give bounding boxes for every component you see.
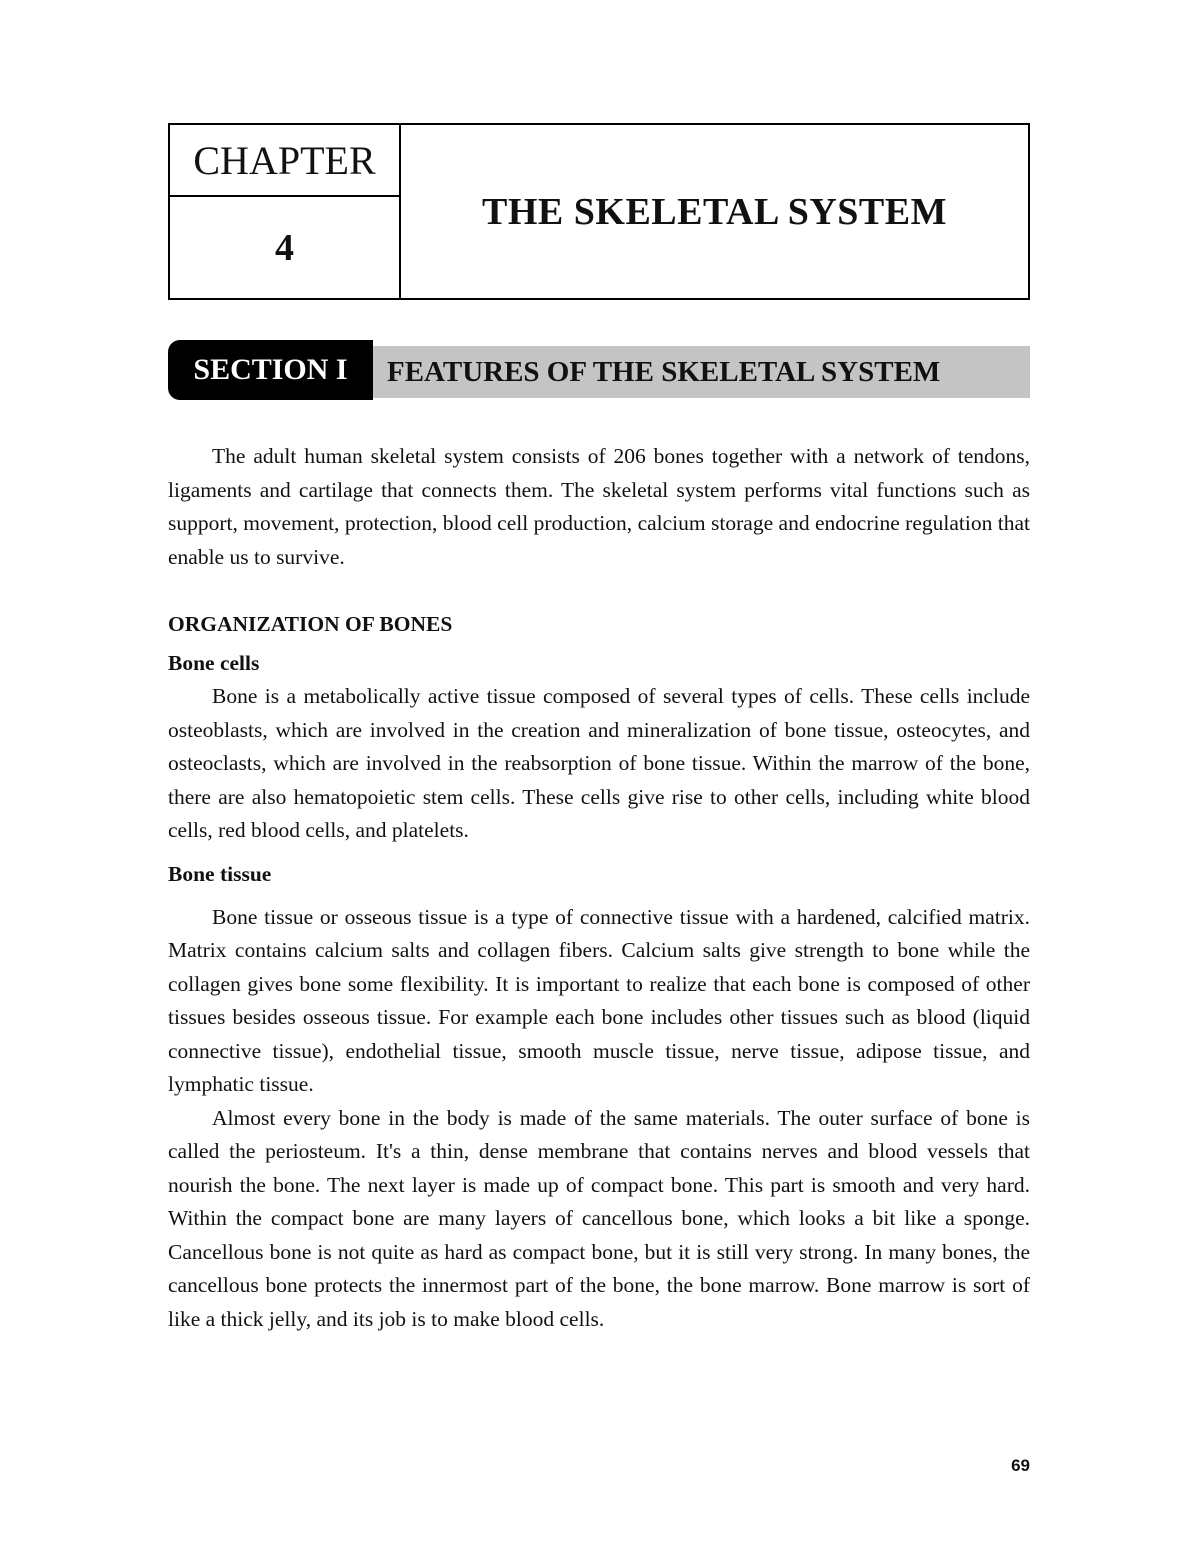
bone-cells-paragraph: Bone is a metabolically active tissue composed of several types of cells. These cells include osteoblasts, which are involved in the creation and mineralization of bone tissue, osteocytes, and osteoclasts, which are involved in the reabsorption of bone tissue. Within the marrow of the bone, there are also hematopoietic stem cells. These cells give rise to other cells, including white blood cells, red blood cells, and platelets. <box>168 684 1030 842</box>
organization-heading: ORGANIZATION OF BONES <box>168 612 453 636</box>
bone-tissue-paragraph-2: Almost every bone in the body is made of the same materials. The outer surface of bone is called the periosteum. It's a thin, dense membrane that contains nerves and blood vessels that nourish the bone. The next layer is made up of compact bone. This part is smooth and very hard. Within the compact bone are many layers of cancellous bone, which looks a bit like a sponge. Cancellous bone is not quite as hard as compact bone, but it is still very strong. In many bones, the cancellous bone protects the innermost part of the bone, the bone marrow. Bone marrow is sort of like a thick jelly, and its job is to make blood cells. <box>168 1105 1030 1331</box>
section-header <box>168 340 1030 400</box>
chapter-number: 4 <box>275 226 294 269</box>
body-text <box>168 440 1030 1336</box>
chapter-label-column <box>170 125 401 298</box>
section-title: FEATURES OF THE SKELETAL SYSTEM <box>373 346 1030 398</box>
bone-tissue-heading: Bone tissue <box>168 861 272 886</box>
section-label: SECTION I <box>168 340 373 400</box>
page-number: 69 <box>1011 1456 1030 1475</box>
chapter-header <box>168 123 1030 300</box>
chapter-title: THE SKELETAL SYSTEM <box>482 190 947 233</box>
chapter-label: CHAPTER <box>170 125 399 197</box>
intro-paragraph: The adult human skeletal system consists of 206 bones together with a network of tendons, ligaments and cartilage that connects them. The skeletal system performs vital functions such as support, movement, protection, blood cell production, calcium storage and endocrine regulation that enable us to survive. <box>168 444 1030 569</box>
bone-tissue-paragraph-1: Bone tissue or osseous tissue is a type of connective tissue with a hardened, calcified matrix. Matrix contains calcium salts and collagen fibers. Calcium salts give strength to bone while the collagen gives bone some flexibility. It is important to realize that each bone is composed of other tissues besides osseous tissue. For example each bone includes other tissues such as blood (liquid connective tissue), endothelial tissue, smooth muscle tissue, nerve tissue, adipose tissue, and lymphatic tissue. <box>168 904 1030 1096</box>
bone-cells-heading: Bone cells <box>168 651 260 675</box>
